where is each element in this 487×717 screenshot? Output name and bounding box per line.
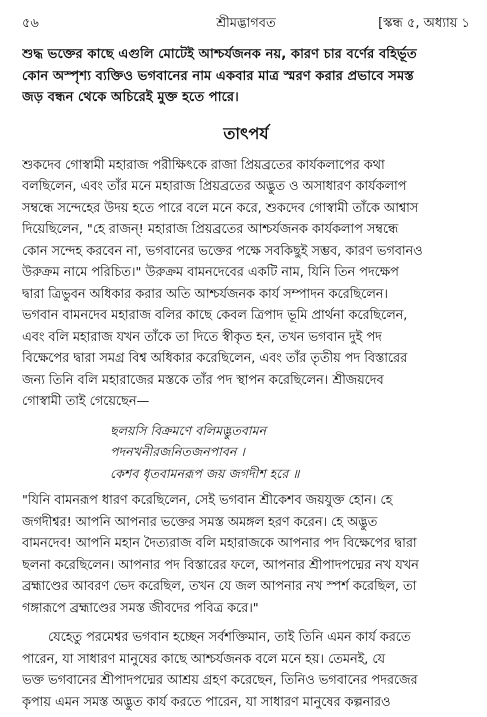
purport-paragraph-1	[22, 155, 470, 413]
paragraph-line: বিক্ষেপের দ্বারা সমগ্র বিশ্ব অধিকার করেছিলেন, এবং তাঁর তৃতীয় পদ বিস্তারের	[22, 351, 408, 366]
book-title: শ্রীমদ্ভাগবত	[216, 16, 276, 31]
paragraph-line: ভক্ত ভগবানের শ্রীপাদপদ্মের আশ্রয় গ্রহণ করেছেন, তিনিও ভগবানের পদরজের	[22, 673, 418, 688]
section-heading: তাৎপর্য	[223, 123, 269, 143]
verse-line: ছলয়সি বিক্রমণে বলিমদ্ভুতবামন	[110, 422, 267, 438]
paragraph-line: গঙ্গারূপে ব্রহ্মাণ্ডের সমস্ত জীবদের পবিত্র করে।"	[22, 600, 259, 616]
running-header	[22, 14, 470, 36]
page-number: ৫৬	[22, 16, 39, 31]
translation-text	[22, 44, 470, 109]
translation-line: জড় বন্ধন থেকে অচিরেই মুক্ত হতে পারে।	[22, 90, 239, 105]
paragraph-line: ভগবান বামনদেব মহারাজ বলির কাছে কেবল ত্রিপাদ ভূমি প্রার্থনা করেছিলেন,	[22, 308, 408, 323]
verse-line: কেশব ধৃতবামনরূপ জয় জগদীশ হরে ॥	[110, 465, 300, 481]
paragraph-line: ছলনা করেছিলেন। আপনার পদ বিস্তারের ফলে, আপনার শ্রীপাদপদ্মের নখ যখন	[22, 557, 419, 573]
paragraph-line: কোন সন্দেহ করবেন না, ভগবানের ভক্তের পক্ষে সবকিছুই সম্ভব, কারণ ভগবানও	[22, 243, 423, 259]
paragraph-line: দ্বারা ত্রিভুবন অধিকার করার অতি আশ্চর্যজনক কার্য সম্পাদন করেছিলেন।	[22, 286, 388, 302]
book-page	[22, 14, 470, 713]
paragraph-line: ব্রহ্মাণ্ডের আবরণ ভেদ করেছিল, তখন যে জল আপনার নখ স্পর্শ করেছিল, তা	[22, 579, 417, 594]
quoted-verse	[110, 420, 470, 485]
paragraph-line: যেহেতু পরমেশ্বর ভগবান হচ্ছেন সর্বশক্তিমান, তাই তিনি এমন কার্য করতে	[48, 630, 411, 645]
paragraph-line: বামনদেব! আপনি মহান দৈত্যরাজ বলি মহারাজকে আপনার পদ বিক্ষেপের দ্বারা	[22, 536, 417, 551]
paragraph-line: গোস্বামী তাই গেয়েছেন—	[22, 394, 150, 409]
paragraph-line: জন্য তিনি বলি মহারাজের মস্তকে তাঁর পদ স্থাপন করেছিলেন। শ্রীজয়দেব	[22, 372, 384, 388]
paragraph-line: এবং বলি মহারাজ যখন তাঁকে তা দিতে স্বীকৃত হন, তখন ভগবান দুই পদ	[22, 329, 382, 345]
paragraph-line: "যিনি বামনরূপ ধারণ করেছিলেন, সেই ভগবান শ্রীকেশব জয়যুক্ত হোন। হে	[22, 493, 393, 508]
chapter-reference: [স্কন্ধ ৫, অধ্যায় ১	[378, 16, 470, 31]
paragraph-line: বলছিলেন, এবং তাঁর মনে মহারাজ প্রিয়ব্রতের অদ্ভুত ও অসাধারণ কার্যকলাপ	[22, 179, 407, 194]
purport-paragraph-3	[22, 627, 470, 713]
paragraph-line: দিয়েছিলেন, "হে রাজন্! মহারাজ প্রিয়ব্রতের আশ্চর্যজনক কার্যকলাপ সম্বন্ধে	[22, 222, 399, 237]
paragraph-line: উরুক্রম নামে পরিচিত।" উরুক্রম বামনদেবের একটি নাম, যিনি তিন পদক্ষেপ	[22, 265, 399, 280]
paragraph-line: পারেন, যা সাধারণ মানুষের কাছে আশ্চর্যজনক বলে মনে হয়। তেমনই, যে	[22, 651, 385, 667]
paragraph-line: শুকদেব গোস্বামী মহারাজ পরীক্ষিৎকে রাজা প্রিয়ব্রতের কার্যকলাপের কথা	[22, 157, 385, 173]
translation-line: কোন অস্পৃশ্য ব্যক্তিও ভগবানের নাম একবার মাত্র স্মরণ করার প্রভাবে সমস্ত	[22, 68, 414, 84]
translation-line: শুদ্ধ ভক্তের কাছে এগুলি মোটেই আশ্চর্যজনক নয়, কারণ চার বর্ণের বহির্ভূত	[22, 47, 417, 62]
purport-paragraph-2	[22, 490, 470, 619]
paragraph-line: সম্বন্ধে সন্দেহের উদয় হতে পারে বলে মনে করে, শুকদেব গোস্বামী তাঁকে আশ্বাস	[22, 200, 419, 216]
paragraph-line: জগদীশ্বর! আপনি আপনার ভক্তের সমস্ত অমঙ্গল হরণ করেন। হে অদ্ভুত	[22, 514, 378, 530]
verse-line: পদনখনীরজনিতজনপাবন ।	[110, 444, 245, 459]
paragraph-line: কৃপায় এমন সমস্ত অদ্ভুত কার্য করতে পারেন, যা সাধারণ মানুষের কল্পনারও	[22, 694, 391, 710]
